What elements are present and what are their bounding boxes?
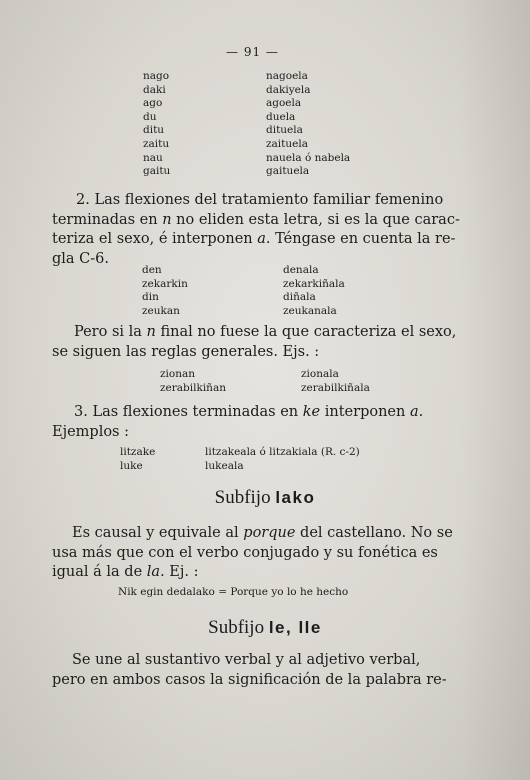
text: terminadas en	[52, 211, 163, 228]
table3-left-item: zerabilkiñan	[160, 381, 226, 394]
italic-n: n	[146, 324, 156, 340]
italic-a: a.	[257, 231, 271, 247]
paragraph-2-line-4: gla C-6.	[52, 250, 110, 267]
table4-left-item: luke	[120, 459, 143, 472]
text: Téngase en cuenta la re-	[270, 231, 456, 247]
heading-suffix: le, lle	[268, 618, 322, 637]
paragraph-2-line-2	[52, 211, 460, 231]
text: del castellano. No se	[295, 525, 453, 541]
table3-right-item: zionala	[301, 368, 339, 380]
italic-a: a.	[409, 404, 424, 420]
table2-left-item: zekarkin	[142, 277, 188, 290]
italic-la: la.	[146, 564, 165, 580]
table1-left-column	[143, 70, 170, 179]
paragraph-3-line-2: se siguen las reglas generales. Ejs. :	[52, 343, 320, 360]
text: 3. Las flexiones terminadas en	[74, 404, 303, 420]
table2-left-item: din	[142, 291, 159, 304]
heading-suffix: lako	[275, 488, 316, 507]
table2-right-column	[283, 264, 345, 318]
text: igual á la de	[52, 564, 147, 580]
table1-left-item: du	[143, 110, 157, 123]
paragraph-3-line-1	[52, 323, 457, 343]
paragraph-3	[52, 323, 457, 362]
heading-prefix: Subfijo	[214, 487, 276, 508]
paragraph-5	[52, 524, 453, 583]
table3-right-item: zerabilkiñala	[301, 381, 370, 394]
table2-right-item: denala	[283, 264, 319, 276]
section-heading-lako	[0, 487, 530, 509]
paragraph-4-line-1	[52, 403, 444, 423]
table1-right-item: nagoela	[266, 70, 308, 82]
text: Ej. :	[164, 564, 199, 580]
table1-right-item: dakiyela	[266, 83, 311, 96]
table2-right-item: zekarkiñala	[283, 277, 345, 290]
table1-left-item: daki	[143, 83, 166, 96]
table2-left-column	[142, 264, 188, 318]
table4-right-item: lukeala	[205, 459, 244, 472]
table1-left-item: nau	[143, 151, 163, 164]
table1-left-item: ditu	[143, 124, 165, 137]
table2-right-item: diñala	[283, 291, 316, 304]
paragraph-2	[52, 191, 460, 269]
table2-left-item: zeukan	[142, 304, 180, 317]
table2-left-item: den	[142, 264, 162, 276]
table3-right-column	[301, 368, 370, 395]
text: no eliden esta letra, si es la que carac-	[171, 211, 460, 228]
paragraph-4-line-2: Ejemplos :	[52, 423, 129, 440]
paragraph-2-line-1: 2. Las flexiones del tratamiento familiar femenino	[76, 192, 444, 208]
paragraph-2-line-3	[52, 230, 456, 250]
page-number: — 91 —	[226, 45, 279, 59]
example-sentence: Nik egin dedalako = Porque yo lo he hecho	[118, 586, 349, 598]
italic-ke: ke	[302, 404, 321, 420]
table1-left-item: ago	[143, 97, 163, 110]
text: Es causal y equivale al	[72, 525, 244, 541]
table1-right-column	[266, 70, 350, 179]
table4-left-column	[120, 446, 155, 473]
paragraph-6-line-2: pero en ambos casos la significación de la palabra re-	[52, 671, 447, 688]
table4-right-item: litzakeala ó litzakiala (R. c-2)	[205, 446, 360, 458]
paragraph-5-line-1	[52, 524, 453, 544]
italic-n: n	[162, 211, 172, 228]
table1-left-item: zaitu	[143, 137, 170, 150]
table1-right-item: gaituela	[266, 165, 310, 178]
paragraph-5-line-3	[52, 563, 444, 583]
heading-prefix: Subfijo	[208, 617, 269, 638]
section-heading-le-lle	[0, 617, 530, 639]
table3-left-item: zionan	[160, 368, 195, 380]
text: final no fuese la que caracteriza el sexo,	[155, 324, 457, 340]
table4-right-column	[205, 446, 360, 473]
table1-right-item: nauela ó nabela	[266, 151, 351, 164]
paragraph-4	[52, 403, 444, 442]
table1-right-item: duela	[266, 110, 296, 123]
italic-porque: porque	[243, 525, 296, 541]
table3-left-column	[160, 368, 226, 395]
table4-left-item: litzake	[120, 446, 156, 458]
paragraph-6	[52, 651, 447, 690]
table1-left-item: nago	[143, 70, 170, 82]
table2-right-item: zeukanala	[283, 304, 337, 317]
table1-right-item: agoela	[266, 97, 302, 110]
text: teriza el sexo, é interponen	[52, 231, 258, 247]
table1-right-item: dituela	[266, 124, 303, 137]
paragraph-5-line-2: usa más que con el verbo conjugado y su fonética es	[52, 544, 438, 561]
table1-right-item: zaituela	[266, 137, 308, 150]
text: Pero si la	[74, 324, 147, 340]
table1-left-item: gaitu	[143, 165, 171, 178]
text: interponen	[320, 404, 410, 420]
paragraph-6-line-1: Se une al sustantivo verbal y al adjetivo verbal,	[72, 652, 421, 668]
